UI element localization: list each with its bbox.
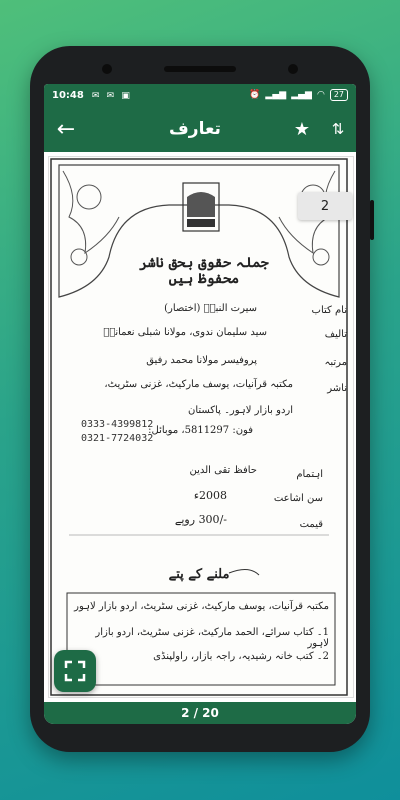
address-line: 2۔ کتب خانہ رشیدیہ، راجہ بازار، راولپنڈی [153,651,329,662]
page-indicator-bar [44,702,356,724]
screen [44,84,356,724]
pdf-page[interactable] [48,156,354,698]
mobile-number: 0333-4399812 [81,419,154,430]
address-line: مکتبہ قرآنیات، یوسف مارکیٹ، غزنی سٹریٹ، اردو بازار لاہور [74,601,329,612]
volume-button [370,200,374,240]
fullscreen-icon [64,660,86,682]
phone-line: فون: 5811297، موبائل: [148,425,253,436]
row-label: اہتمام [296,469,323,480]
row-label: ناشر [327,383,347,394]
page-title: تعارف [169,119,221,139]
page-indicator: 2 / 20 [181,706,219,720]
row-label: مرتبہ [324,357,347,368]
row-value: حافظ تقی الدین [189,465,257,476]
row-label: نام کتاب [311,305,347,316]
notification-icon: ✉ [91,90,100,101]
row-value: 2008ء [193,489,227,502]
fullscreen-button[interactable] [54,650,96,692]
earpiece-speaker [164,66,236,72]
wifi-icon: ◠ [316,90,325,100]
row-label: قیمت [299,519,323,530]
page-number-chip[interactable]: 2 [298,192,352,220]
alarm-icon: ⏰ [249,90,261,100]
publisher-line: مکتبہ قرآنیات، یوسف مارکیٹ، غزنی سٹریٹ، [104,379,293,390]
signal-icon: ▂▄▆ [291,90,312,100]
row-value: پروفیسر مولانا محمد رفیق [146,355,257,366]
battery-icon: 27 [330,89,348,101]
status-bar [44,84,356,106]
sort-icon[interactable]: ⇅ [331,120,345,138]
row-label: تالیف [324,329,347,340]
copyright-heading: جملہ حقوق بحق ناشر محفوظ ہیں [139,255,269,287]
notification-icon: ✉ [106,90,115,101]
publisher-line: اردو بازار لاہور۔ پاکستان [187,405,293,416]
row-value: سیرت النبیؐ (اختصار) [164,303,257,314]
back-arrow-icon[interactable]: ← [56,116,76,142]
addresses-heading: ملنے کے پتے [168,567,230,582]
mobile-number: 0321-7724032 [81,433,154,444]
signal-icon: ▂▄▆ [265,90,287,100]
notification-icon: ▣ [121,90,130,101]
status-time: 10:48 [52,89,84,101]
address-line: 1۔ کتاب سرائے، الحمد مارکیٹ، غزنی سٹریٹ، اردو بازار لاہور [95,627,329,649]
sensor [288,64,298,74]
app-bar [44,106,356,152]
row-label: سن اشاعت [273,493,323,504]
star-icon[interactable]: ★ [293,118,311,140]
row-value: -/300 روپے [174,513,227,526]
row-value: سید سلیمان ندوی، مولانا شبلی نعمانیؒ [103,327,267,338]
front-camera [102,64,112,74]
